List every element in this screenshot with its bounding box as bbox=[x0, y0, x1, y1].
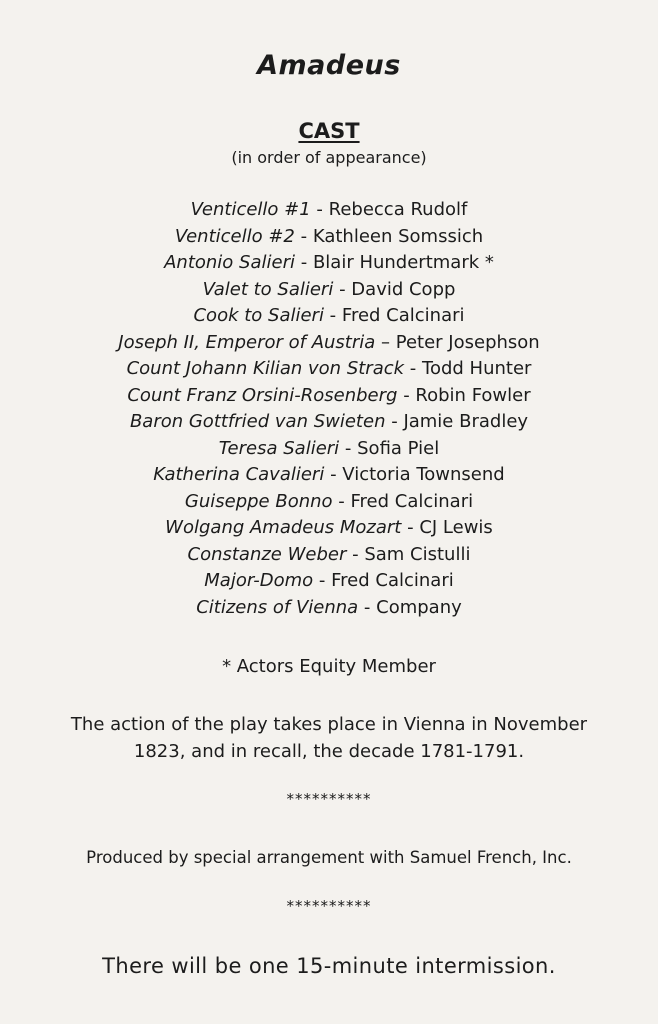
cast-actor: Company bbox=[376, 596, 462, 618]
cast-actor: Sofia Piel bbox=[357, 437, 440, 459]
cast-row bbox=[0, 383, 658, 410]
cast-row bbox=[0, 409, 658, 436]
action-line-2: 1823, and in recall, the decade 1781-1791. bbox=[133, 741, 525, 762]
cast-actor: David Copp bbox=[351, 278, 456, 300]
separator-stars-2: ********** bbox=[286, 897, 372, 915]
cast-row bbox=[0, 542, 658, 569]
cast-list bbox=[0, 197, 658, 621]
cast-role: Cook to Salieri bbox=[193, 305, 324, 326]
cast-actor: Blair Hundertmark * bbox=[312, 252, 494, 273]
cast-separator: - bbox=[358, 596, 377, 618]
cast-heading: CAST bbox=[298, 119, 360, 143]
cast-row bbox=[0, 356, 658, 383]
cast-actor: Jamie Bradley bbox=[403, 411, 529, 432]
cast-role: Guiseppe Bonno bbox=[184, 490, 333, 512]
cast-role: Baron Gottfried van Swieten bbox=[129, 411, 386, 432]
cast-actor: Fred Calcinari bbox=[341, 305, 465, 326]
cast-role: Count Franz Orsini-Rosenberg bbox=[127, 384, 398, 406]
cast-separator: – bbox=[375, 331, 396, 353]
cast-row bbox=[0, 568, 658, 595]
cast-row bbox=[0, 197, 658, 224]
cast-actor: Rebecca Rudolf bbox=[328, 199, 468, 220]
cast-actor: CJ Lewis bbox=[419, 517, 493, 538]
cast-role: Count Johann Kilian von Strack bbox=[126, 358, 405, 379]
cast-role: Constanze Weber bbox=[187, 543, 347, 565]
cast-actor: Todd Hunter bbox=[422, 358, 532, 379]
cast-actor: Peter Josephson bbox=[395, 331, 540, 353]
separator-stars-1: ********** bbox=[286, 790, 372, 808]
equity-note: * Actors Equity Member bbox=[222, 656, 436, 677]
action-note bbox=[0, 711, 658, 765]
cast-actor: Sam Cistulli bbox=[364, 543, 471, 565]
cast-role: Wolgang Amadeus Mozart bbox=[165, 517, 402, 538]
cast-row bbox=[0, 462, 658, 489]
cast-subheading: (in order of appearance) bbox=[231, 148, 427, 167]
cast-separator: - bbox=[339, 437, 358, 459]
cast-role: Joseph II, Emperor of Austria bbox=[118, 331, 376, 353]
cast-role: Venticello #1 bbox=[190, 199, 311, 220]
cast-row bbox=[0, 303, 658, 330]
cast-role: Valet to Salieri bbox=[202, 278, 334, 300]
intermission-note: There will be one 15-minute intermission. bbox=[102, 954, 556, 978]
cast-row bbox=[0, 277, 658, 304]
cast-separator: - bbox=[346, 543, 365, 565]
cast-actor: Kathleen Somssich bbox=[312, 225, 484, 247]
cast-row bbox=[0, 489, 658, 516]
cast-actor: Robin Fowler bbox=[415, 384, 531, 406]
cast-separator: - bbox=[323, 305, 342, 326]
cast-row bbox=[0, 436, 658, 463]
cast-separator: - bbox=[324, 464, 343, 485]
cast-actor: Victoria Townsend bbox=[342, 464, 505, 485]
cast-separator: - bbox=[294, 252, 313, 273]
cast-separator: - bbox=[333, 278, 352, 300]
cast-row bbox=[0, 515, 658, 542]
cast-separator: - bbox=[313, 570, 332, 591]
cast-separator: - bbox=[310, 199, 329, 220]
cast-separator: - bbox=[401, 517, 420, 538]
cast-actor: Fred Calcinari bbox=[331, 570, 454, 591]
cast-separator: - bbox=[294, 225, 313, 247]
cast-role: Citizens of Vienna bbox=[196, 596, 359, 618]
cast-row bbox=[0, 224, 658, 251]
cast-role: Katherina Cavalieri bbox=[153, 464, 325, 485]
cast-separator: - bbox=[397, 384, 416, 406]
action-line-1: The action of the play takes place in Vienna in November bbox=[70, 714, 588, 735]
cast-role: Teresa Salieri bbox=[218, 437, 340, 459]
cast-row bbox=[0, 595, 658, 622]
cast-actor: Fred Calcinari bbox=[350, 490, 474, 512]
cast-separator: - bbox=[385, 411, 404, 432]
produced-by-note: Produced by special arrangement with Samuel French, Inc. bbox=[86, 848, 572, 867]
cast-role: Venticello #2 bbox=[174, 225, 295, 247]
cast-row bbox=[0, 330, 658, 357]
cast-row bbox=[0, 250, 658, 277]
cast-role: Major-Domo bbox=[204, 570, 314, 591]
play-title: Amadeus bbox=[257, 50, 401, 81]
cast-role: Antonio Salieri bbox=[164, 252, 295, 273]
cast-separator: - bbox=[332, 490, 351, 512]
cast-separator: - bbox=[404, 358, 423, 379]
